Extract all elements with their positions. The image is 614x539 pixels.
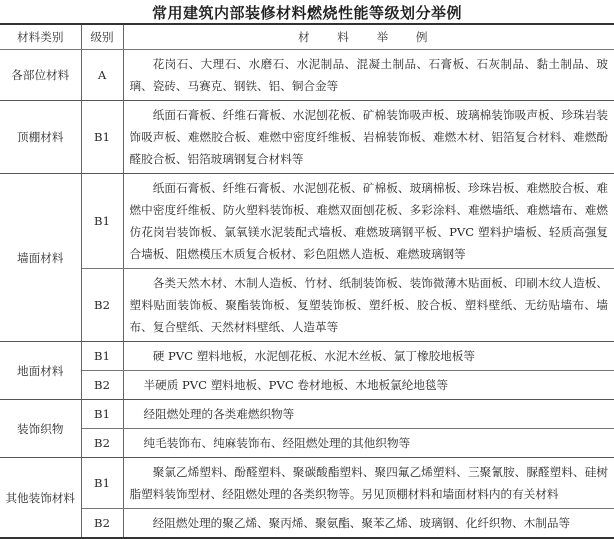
level-cell: B2 — [81, 371, 123, 400]
level-cell: B2 — [81, 269, 123, 342]
examples-cell: 各类天然木材、木制人造板、竹材、纸制装饰板、装饰微薄木贴面板、印刷木纹人造板、塑料贴面装饰板、聚酯装饰板、复塑装饰板、塑纤板、胶合板、塑料壁纸、无纺贴墙布、墙布、复合壁纸、天然材料壁纸、人造革等 — [123, 269, 614, 342]
page-title: 常用建筑内部装修材料燃烧性能等级划分举例 — [151, 4, 462, 22]
category-cell: 墙面材料 — [0, 174, 81, 342]
header-level: 级别 — [81, 24, 123, 50]
table-row — [0, 429, 614, 458]
category-cell: 地面材料 — [0, 342, 81, 400]
examples-cell: 花岗石、大理石、水磨石、水泥制品、混凝土制品、石膏板、石灰制品、黏土制品、玻璃、瓷砖、马赛克、钢铁、铝、铜合金等 — [123, 50, 614, 101]
category-cell: 各部位材料 — [0, 50, 81, 101]
level-cell: B1 — [81, 342, 123, 371]
table-row — [0, 101, 614, 174]
header-category: 材料类别 — [0, 24, 81, 50]
category-cell: 其他装饰材料 — [0, 458, 81, 539]
examples-cell: 半硬质 PVC 塑料地板、PVC 卷材地板、木地板氯纶地毯等 — [123, 371, 614, 400]
table-row — [0, 371, 614, 400]
table-row — [0, 342, 614, 371]
table-header-row — [0, 24, 614, 50]
examples-cell: 经阻燃处理的聚乙烯、聚丙烯、聚氨酯、聚苯乙烯、玻璃钢、化纤织物、木制品等 — [152, 516, 571, 530]
examples-cell: 纯毛装饰布、纯麻装饰布、经阻燃处理的其他织物等 — [123, 429, 614, 458]
table-row — [0, 400, 614, 429]
table-row — [0, 509, 614, 539]
level-cell: B1 — [81, 458, 123, 509]
examples-cell: 经阻燃处理的各类难燃织物等 — [123, 400, 614, 429]
material-grade-table — [0, 23, 614, 539]
level-cell: B1 — [81, 174, 123, 269]
table-row — [0, 50, 614, 101]
category-cell: 顶棚材料 — [0, 101, 81, 174]
header-examples: 材 料 举 例 — [123, 24, 614, 50]
level-cell: B1 — [81, 400, 123, 429]
examples-cell: 硬 PVC 塑料地板，水泥刨花板、水泥木丝板、氯丁橡胶地板等 — [123, 342, 614, 371]
table-row — [0, 269, 614, 342]
examples-cell: 聚氯乙烯塑料、酚醛塑料、聚碳酸酯塑料、聚四氟乙烯塑料、三聚氰胺、脲醛塑料、硅树脂塑料装饰型材、经阻燃处理的各类织物等。另见顶棚材料和墙面材料内的有关材料 — [123, 458, 614, 509]
category-cell: 装饰织物 — [0, 400, 81, 458]
level-cell: A — [81, 50, 123, 101]
table-row — [0, 174, 614, 269]
level-cell: B2 — [81, 509, 123, 539]
level-cell: B2 — [81, 429, 123, 458]
examples-cell: 纸面石膏板、纤维石膏板、水泥刨花板、矿棉装饰吸声板、玻璃棉装饰吸声板、珍珠岩装饰吸声板、难燃胶合板、难燃中密度纤维板、岩棉装饰板、难燃木材、铝箔复合材料、难燃酚醛胶合板、铝箔玻璃钢复合材料等 — [123, 101, 614, 174]
examples-cell: 纸面石膏板、纤维石膏板、水泥刨花板、矿棉板、玻璃棉板、珍珠岩板、难燃胶合板、难燃中密度纤维板、防火塑料装饰板、难燃双面刨花板、多彩涂料、难燃墙纸、难燃墙布、难燃仿花岗岩装饰板、氯氧镁水泥装配式墙板、难燃玻璃钢平板、PVC 塑料护墙板、轻质高强复合墙板、阻燃模压木质复合板材、彩色阻燃人造板、难燃玻璃钢等 — [123, 174, 614, 269]
table-row — [0, 458, 614, 509]
level-cell: B1 — [81, 101, 123, 174]
